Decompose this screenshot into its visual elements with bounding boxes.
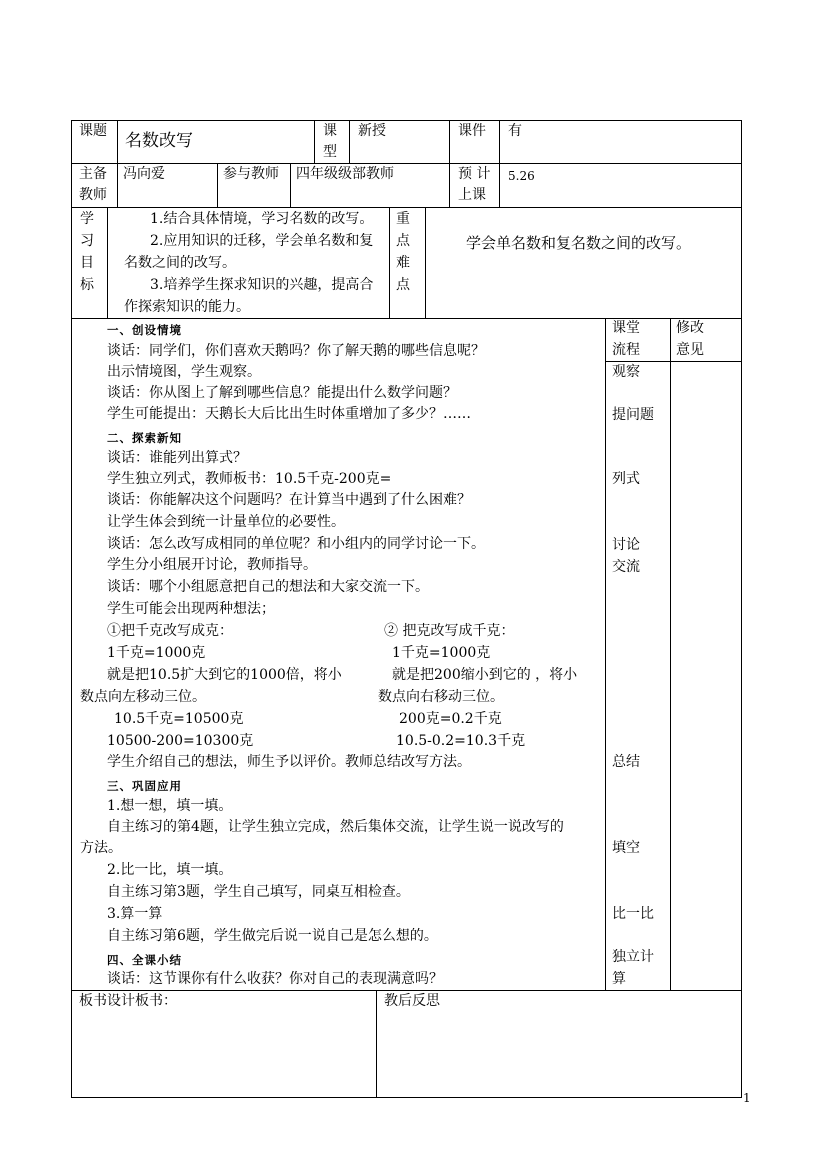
process-line: 谈话：你从图上了解到哪些信息？能提出什么数学问题？: [107, 385, 457, 401]
process-line: 200克=0.2千克: [399, 711, 502, 727]
process-line: 谈话：谁能列出算式？: [107, 450, 247, 466]
process-line: 学生独立列式，教师板书：10.5千克-200克=: [107, 471, 392, 487]
revise-header-1: 修改: [676, 320, 704, 336]
process-line: 2.比一比，填一填。: [107, 862, 233, 878]
process-line: 谈话：你能解决这个问题吗？在计算当中遇到了什么困难？: [107, 492, 471, 508]
courseware: 有: [508, 123, 522, 139]
process-line: 就是把10.5扩大到它的1000倍，将小: [107, 667, 342, 683]
planned-label-1: 预 计: [458, 166, 491, 182]
process-line: 出示情境图，学生观察。: [107, 364, 261, 380]
process-line: 1千克=1000克: [107, 645, 206, 661]
goal-line-1: 1.结合具体情境，学习名数的改写。: [150, 211, 374, 227]
participating-teachers: 四年级级部教师: [296, 166, 394, 182]
process-line: 1.想一想，填一填。: [107, 798, 233, 814]
process-line: 学生分小组展开讨论，教师指导。: [107, 557, 317, 573]
board-design-label: 板书设计板书：: [79, 993, 177, 1009]
flow-item-summary: 总结: [612, 754, 640, 770]
flow-header-2: 流程: [612, 342, 640, 358]
process-line: 10500-200=10300克: [107, 733, 254, 749]
flow-item-observe: 观察: [612, 364, 640, 380]
goal-line-5: 作探索知识的能力。: [124, 299, 250, 315]
section-heading: 二、探索新知: [107, 431, 182, 445]
process-line: 自主练习的第4题，让学生独立完成，然后集体交流，让学生说一说改写的: [107, 819, 564, 835]
key-label-4: 点: [396, 277, 410, 293]
process-line: 10.5-0.2=10.3千克: [396, 733, 526, 749]
flow-item-calc-2: 算: [612, 971, 626, 987]
key-label-2: 点: [396, 233, 410, 249]
goal-line-4: 3.培养学生探求知识的兴趣，提高合: [150, 277, 374, 293]
process-line: 谈话：哪个小组愿意把自己的想法和大家交流一下。: [107, 579, 429, 595]
courseware-label: 课件: [458, 123, 486, 139]
key-label-3: 难: [396, 255, 410, 271]
flow-item-calc-1: 独立计: [612, 949, 654, 965]
main-teacher-label-2: 教师: [79, 187, 107, 203]
key-text: 学会单名数和复名数之间的改写。: [466, 234, 692, 252]
flow-header-1: 课堂: [612, 320, 640, 336]
lesson-type: 新授: [358, 123, 386, 139]
process-line: 自主练习第6题，学生做完后说一说自己是怎么想的。: [107, 928, 438, 944]
process-line: 自主练习第3题，学生自己填写，同桌互相检查。: [107, 884, 410, 900]
process-line: 10.5千克=10500克: [114, 711, 244, 727]
planned-date: 5.26: [508, 169, 535, 183]
goals-label-1: 学: [80, 211, 94, 227]
process-line: 学生可能提出：天鹅长大后比出生时体重增加了多少？……: [107, 406, 471, 422]
planned-label-2: 上课: [458, 187, 486, 203]
process-line: 学生介绍自己的想法，师生予以评价。教师总结改写方法。: [107, 754, 471, 770]
flow-item-discuss: 讨论: [612, 537, 640, 553]
process-line: 让学生体会到统一计量单位的必要性。: [107, 514, 345, 530]
process-line: 谈话：怎么改写成相同的单位呢？和小组内的同学讨论一下。: [107, 536, 485, 552]
process-line: ①把千克改写成克：: [107, 623, 233, 639]
course-title: 名数改写: [125, 131, 193, 151]
section-heading: 四、全课小结: [107, 953, 182, 967]
main-teacher-label-1: 主备: [79, 166, 107, 182]
course-title-label: 课题: [79, 123, 107, 139]
key-label-1: 重: [396, 211, 410, 227]
process-line: ② 把克改写成千克：: [384, 623, 515, 639]
goal-line-2: 2.应用知识的迁移，学会单名数和复: [150, 233, 374, 249]
flow-item-compare: 比一比: [612, 906, 654, 922]
goal-line-3: 名数之间的改写。: [124, 255, 236, 271]
revise-header-2: 意见: [676, 342, 704, 358]
goals-label-3: 目: [80, 255, 94, 271]
flow-item-exchange: 交流: [612, 559, 640, 575]
process-line: 谈话：同学们，你们喜欢天鹅吗？你了解天鹅的哪些信息呢？: [107, 343, 485, 359]
participating-label: 参与教师: [223, 166, 279, 182]
process-line: 就是把200缩小到它的 ，将小: [392, 667, 578, 683]
section-heading: 一、创设情境: [107, 323, 182, 337]
flow-item-equation: 列式: [612, 471, 640, 487]
flow-item-fill: 填空: [612, 840, 640, 856]
reflection-label: 教后反思: [384, 993, 440, 1009]
lesson-type-label-2: 型: [323, 144, 337, 160]
process-line: 数点向右移动三位。: [378, 689, 504, 705]
main-teacher: 冯向爱: [123, 166, 165, 182]
goals-label-4: 标: [80, 277, 94, 293]
flow-item-question: 提问题: [612, 407, 654, 423]
section-heading: 三、巩固应用: [107, 779, 182, 793]
process-line: 学生可能会出现两种想法；: [107, 601, 275, 617]
lesson-type-label-1: 课: [323, 123, 337, 139]
process-line: 谈话：这节课你有什么收获？你对自己的表现满意吗？: [107, 971, 443, 987]
process-line: 方法。: [80, 840, 122, 856]
goals-label-2: 习: [80, 233, 94, 249]
process-line: 数点向左移动三位。: [80, 689, 206, 705]
process-line: 3.算一算: [107, 906, 163, 922]
process-line: 1千克=1000克: [392, 645, 491, 661]
page-number: 1: [743, 1091, 751, 1105]
